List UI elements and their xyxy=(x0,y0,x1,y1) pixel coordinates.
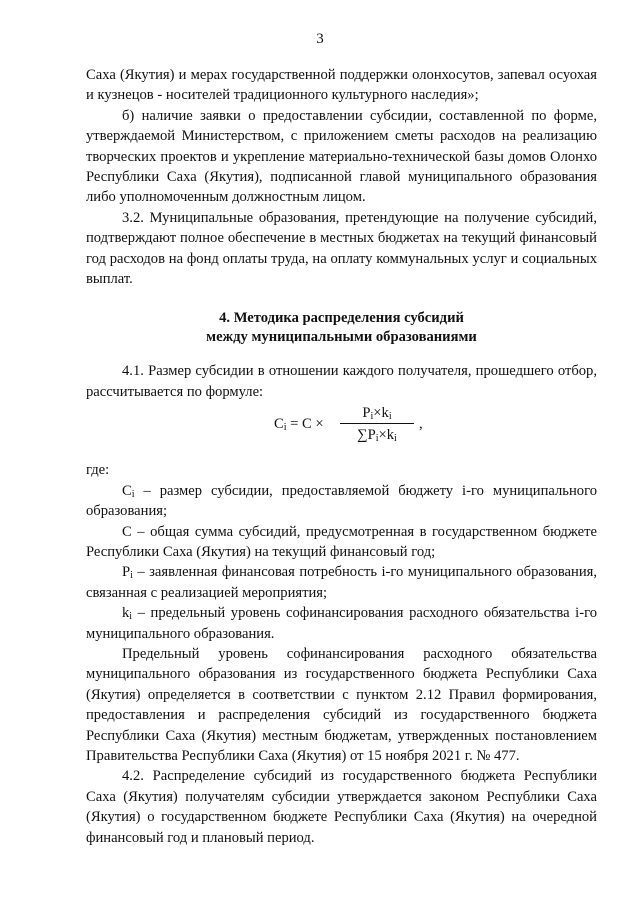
formula-denominator: $\sum P_i\times k_i$ xyxy=(357,427,397,445)
formula-numerator: $P_i\times k_i$ xyxy=(362,405,392,423)
where-label: где: xyxy=(86,462,110,479)
definition-c-total: С – общая сумма субсидий, предусмотренная в государственном бюджете Республики Саха (Якутия) на текущий финансовый год; xyxy=(86,523,597,560)
subsidy-formula xyxy=(86,404,597,456)
formula-comma: , xyxy=(419,416,423,433)
paragraph-3-2: 3.2. Муниципальные образования, претендующие на получение субсидий, подтверждают полное обеспечение в местных бюджетах на текущий финансовый год расходов на фонд оплаты труда, на оплату коммунальных услуг и социальных выплат. xyxy=(86,209,597,288)
formula-fraction xyxy=(340,404,414,444)
formula-lhs: $C_i = C$ × xyxy=(274,416,324,434)
paragraph-4-1: 4.1. Размер субсидии в отношении каждого получателя, прошедшего отбор, рассчитывается по формуле: xyxy=(86,363,597,400)
paragraph-4-2: 4.2. Распределение субсидий из государственного бюджета Республики Саха (Якутия) получателям субсидии утверждается законом Республики Саха (Якутия) о государственном бюджете Республики Саха (Якутия) на очередной финансовый год и плановый период. xyxy=(86,768,597,846)
page-number: 3 xyxy=(316,31,324,47)
section-heading-line2: между муниципальными образованиями xyxy=(206,329,477,346)
definition-ci: $C_i$ – размер субсидии, предоставляемой бюджету i-го муниципального образования; xyxy=(86,482,597,520)
section-heading-line1: 4. Методика распределения субсидий xyxy=(219,310,464,327)
paragraph-item-b: б) наличие заявки о предоставлении субсидии, составленной по форме, утверждаемой Министерством, с приложением сметы расходов на реализацию творческих проектов и укрепление материально-технической базы домов Олонхо Республики Саха (Якутия), подписанной главой муниципального образования либо уполномоченным должностным лицом. xyxy=(86,107,597,206)
paragraph-continuation: Саха (Якутия) и мерах государственной поддержки олонхосутов, запевал осуохая и кузнецов - носителей традиционного культурного наследия»; xyxy=(86,67,597,104)
paragraph-cofinancing-limit: Предельный уровень софинансирования расходного обязательства муниципального образования из государственного бюджета Республики Саха (Якутия) определяется в соответствии с пунктом 2.12 Правил формирования, предоставления и распределения субсидий из государственного бюджета Республики Саха (Якутия) местным бюджетам, утвержденных постановлением Правительства Республики Саха (Якутия) от 15 ноября 2021 г. № 477. xyxy=(86,645,597,764)
definition-pi: $P_i$ – заявленная финансовая потребность i-го муниципального образования, связанная с реализацией мероприятия; xyxy=(86,564,597,601)
definition-ki: $k_i$ – предельный уровень софинансирования расходного обязательства i-го муниципального образования. xyxy=(86,605,597,642)
document-body xyxy=(86,65,597,848)
fraction-bar xyxy=(340,423,414,424)
